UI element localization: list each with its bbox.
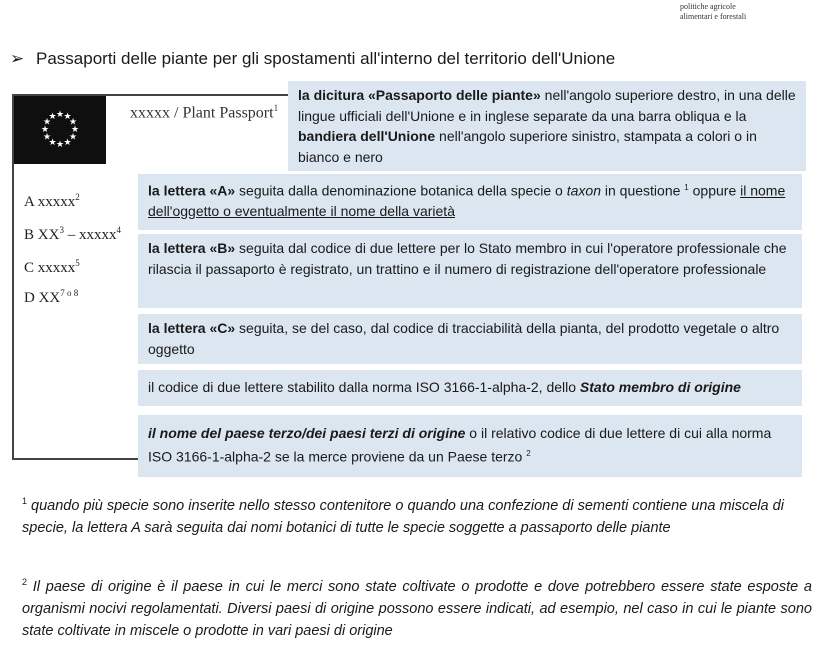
arrow-bullet-icon: ➢ xyxy=(10,49,25,68)
svg-text:★: ★ xyxy=(63,138,72,148)
logo-line-2: alimentari e forestali xyxy=(680,12,747,21)
passport-title: xxxxx / Plant Passport$^1$ xyxy=(130,103,279,122)
svg-text:★: ★ xyxy=(42,132,52,143)
callout-member-state: il codice di due lettere stabilito dalla norma ISO 3166-1-alpha-2, dello Stato membro di origine xyxy=(138,370,802,406)
passport-row-d: D $XX^{7 o 8}$ xyxy=(24,288,79,306)
logo-line-1: politiche agricole xyxy=(680,2,736,11)
svg-text:★: ★ xyxy=(70,125,80,135)
callout-third-country: il nome del paese terzo/dei paesi terzi di origine o il relativo codice di due lettere di cui alla norma ISO 3166-1-alpha-2 se la merce proviene da un Paese terzo $^2$ xyxy=(138,415,802,477)
svg-text:★: ★ xyxy=(48,138,57,148)
svg-text:★: ★ xyxy=(55,140,65,150)
eu-flag-icon xyxy=(14,96,106,164)
svg-text:★: ★ xyxy=(55,110,65,120)
passport-row-c: C xxxxx$^5$ xyxy=(24,258,80,276)
section-heading xyxy=(10,48,615,70)
passport-row-b: B $XX^3$ – xxxxx$^4$ xyxy=(24,225,121,243)
svg-text:★: ★ xyxy=(42,117,52,128)
footnote-1: $^1$ quando più specie sono inserite nello stesso contenitore o quando una confezione di sementi contiene una miscela di specie, la lettera A sarà seguita dai nomi botanici di tutte le specie soggette a passaporto delle piante xyxy=(22,496,784,536)
svg-text:★: ★ xyxy=(63,112,72,122)
callout-letter-a: la lettera «A» seguita dalla denominazione botanica della specie o taxon in questione $^1$ oppure il nome dell'oggetto o eventualmente il nome della varietà xyxy=(138,174,802,230)
svg-text:★: ★ xyxy=(48,112,57,122)
callout-letter-b: la lettera «B» seguita dal codice di due lettere per lo Stato membro in cui l'operatore professionale che rilascia il passaporto è registrato, un trattino e il numero di registrazione dell'operatore professionale xyxy=(138,234,802,308)
passport-row-a: A xxxxx$^2$ xyxy=(24,192,80,210)
svg-text:★: ★ xyxy=(68,117,78,128)
footnote-2: $^2$ Il paese di origine è il paese in cui le merci sono state coltivate o prodotte e dove potrebbero essere state esposte a organismi nocivi regolamentati. Diversi paesi di origine possono essere indicati, ad esempio, nel caso in cui le piante sono state coltivate in miscele o prodotte in vari paesi di origine xyxy=(22,577,812,639)
ministry-logo-text xyxy=(680,2,746,22)
callout-title-and-flag: la dicitura «Passaporto delle piante» nell'angolo superiore destro, in una delle lingue ufficiali dell'Unione e in inglese separate da una barra obliqua e la bandiera dell'Unione nell'angolo superiore sinistro, stampata a colori o in bianco e nero xyxy=(288,81,806,171)
heading-text: Passaporti delle piante per gli spostamenti all'interno del territorio dell'Unione xyxy=(36,49,616,68)
svg-text:★: ★ xyxy=(40,125,50,135)
svg-text:★: ★ xyxy=(68,132,78,143)
callout-letter-c: la lettera «C» seguita, se del caso, dal codice di tracciabilità della pianta, del prodotto vegetale o altro oggetto xyxy=(138,314,802,364)
